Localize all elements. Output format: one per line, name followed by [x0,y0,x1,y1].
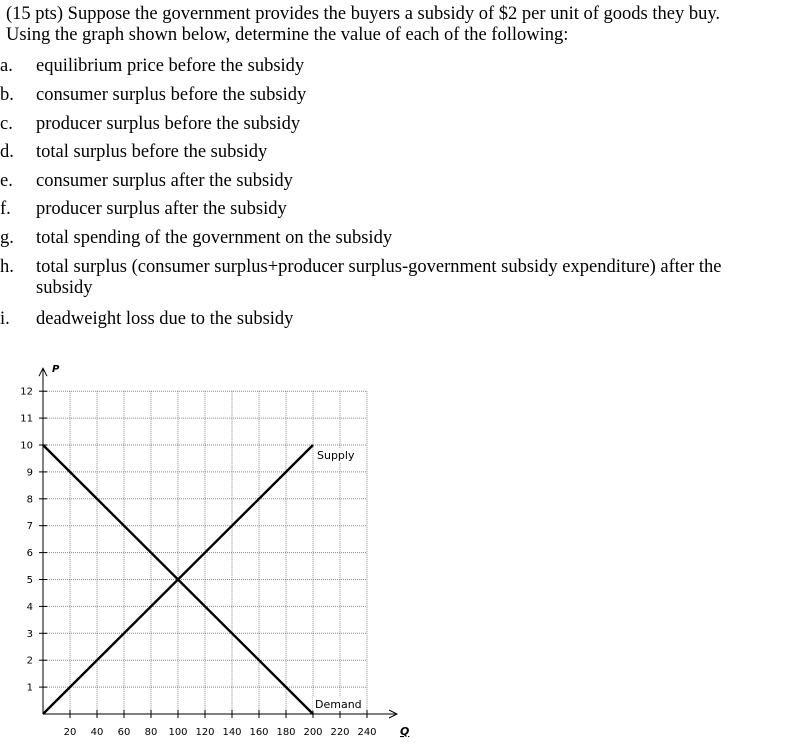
y-tick-label: 10 [20,440,33,452]
x-tick-label: 220 [330,727,350,738]
item-text: total spending of the government on the subsidy [36,228,393,248]
x-tick-label: 140 [222,727,242,738]
question-stem-line1: (15 pts) Suppose the government provides the buyers a subsidy of $2 per unit of goods they buy. [6,4,721,24]
item-label: g. [0,228,14,248]
y-tick-label: 4 [26,601,33,613]
y-tick-label: 6 [26,548,33,560]
item-label: h. [0,257,14,277]
y-tick-label: 7 [26,521,33,533]
item-text: consumer surplus before the subsidy [36,85,307,105]
y-tick-label: 8 [26,494,33,506]
question-stem-line2: Using the graph shown below, determine the value of each of the following: [6,25,569,45]
item-label: e. [0,171,13,191]
y-tick-label: 3 [26,628,33,640]
x-tick-label: 20 [63,727,77,738]
item-text: equilibrium price before the subsidy [36,56,305,76]
item-label: a. [0,56,13,76]
x-tick-label: 100 [168,727,188,738]
item-label: d. [0,142,14,162]
x-tick-label: 180 [276,727,296,738]
item-text: producer surplus before the subsidy [36,114,301,134]
y-tick-label: 9 [26,467,33,479]
item-label: b. [0,85,14,105]
series-label-demand: Demand [315,698,362,711]
x-tick-label: 160 [249,727,269,738]
x-tick-label: 200 [303,727,323,738]
question-block [6,4,784,46]
y-tick-label: 11 [20,413,33,425]
supply-demand-chart [0,350,788,747]
x-tick-label: 240 [357,727,377,738]
y-axis-label: P [52,364,60,376]
item-label: f. [0,199,11,219]
y-tick-label: 12 [20,386,33,398]
item-text: consumer surplus after the subsidy [36,171,293,191]
item-label: c. [0,114,13,134]
item-label: i. [0,309,10,329]
item-text: deadweight loss due to the subsidy [36,309,294,329]
series-label-supply: Supply [317,449,355,462]
item-text: producer surplus after the subsidy [36,199,287,219]
x-tick-label: 40 [90,727,104,738]
y-tick-label: 2 [26,655,33,667]
chart-labels [20,364,409,738]
x-axis-label: Q [400,725,410,738]
y-tick-label: 1 [26,682,33,694]
x-tick-label: 60 [117,727,131,738]
item-text: total surplus (consumer surplus+producer surplus-government subsidy expenditure) after the subsidy [36,257,722,298]
item-text: total surplus before the subsidy [36,142,268,162]
x-tick-label: 80 [144,727,158,738]
x-tick-label: 120 [195,727,215,738]
y-tick-label: 5 [26,575,33,586]
